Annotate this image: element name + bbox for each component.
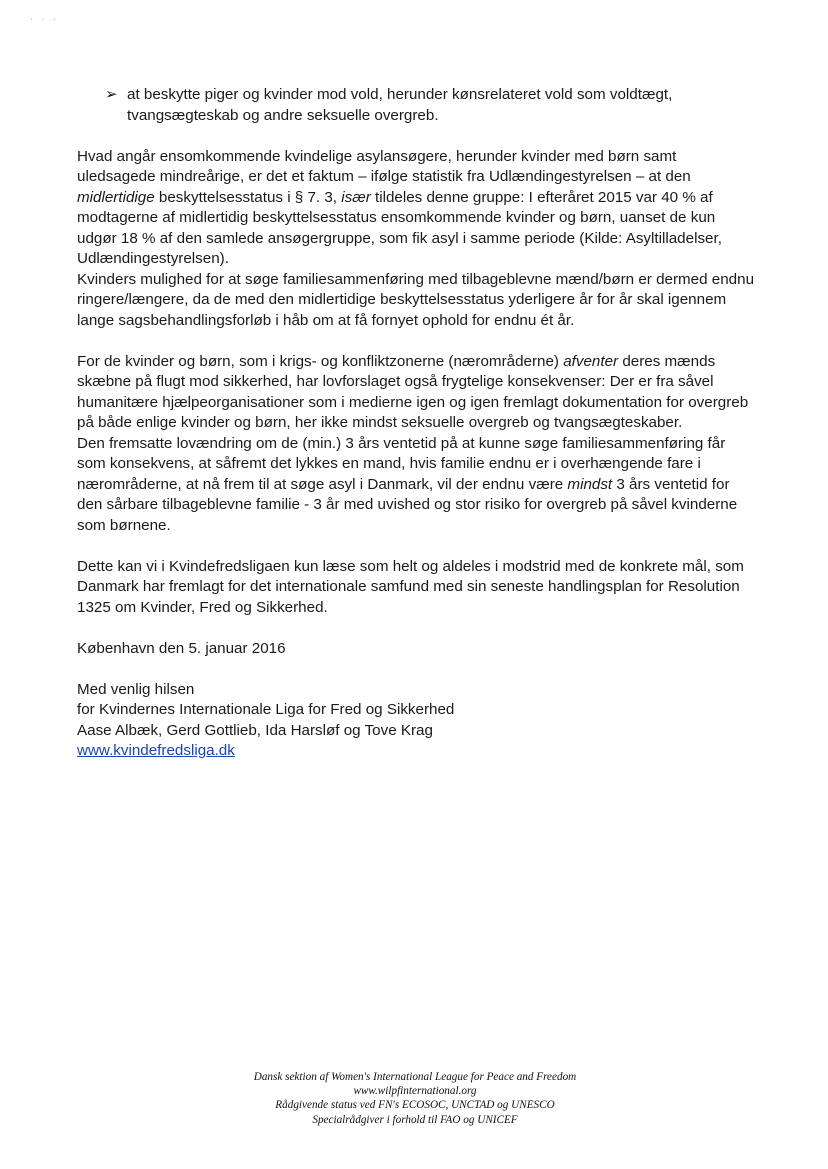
arrow-bullet-icon: ➢ (105, 86, 118, 103)
letter-body (77, 85, 757, 762)
emphasis-isaer: især (341, 188, 371, 206)
emphasis-afventer: afventer (563, 352, 619, 370)
scan-specks: · · · (30, 14, 59, 24)
signature-names: Aase Albæk, Gerd Gottlieb, Ida Harsløf og Tove Krag (77, 721, 433, 739)
website-link[interactable]: www.kvindefredsliga.dk (77, 742, 235, 759)
signature-greeting: Med venlig hilsen (77, 680, 195, 698)
footer-line-website: www.wilpfinternational.org (353, 1085, 477, 1098)
footer-line-advisor: Specialrådgiver i forhold til FAO og UNICEF (312, 1113, 518, 1126)
footer-line-section: Dansk sektion af Women's International League for Peace and Freedom (253, 1071, 577, 1083)
letterhead-footer (180, 1070, 650, 1127)
paragraph-conclusion: Dette kan vi i Kvindefredsligaen kun læse som helt og aldeles i modstrid med de konkrete mål, som Danmark har fremlagt for det internationale samfund med sin seneste handlingsplan for Resolution 1325 om Kvinder, Fred og Sikkerhed. (77, 557, 744, 616)
date-line: København den 5. januar 2016 (77, 639, 286, 657)
paragraph-waiting-period: Den fremsatte lovændring om de (min.) 3 års ventetid på at kunne søge familiesammenføring får som konsekvens, at såfremt det lykkes en mand, hvis familie endnu er i overhængende fare i nærområderne, at nå frem til at søge asyl i Danmark, vil der endnu være mindst 3 års ventetid for den sårbare tilbageblevne familie - 3 år med uvished og stor risiko for overgreb på såvel kvinderne som børnene. (77, 434, 738, 534)
emphasis-mindst: mindst (567, 475, 613, 493)
paragraph-asylum-statistics: Hvad angår ensomkommende kvindelige asylansøgere, herunder kvinder med børn samt uledsagede mindreårige, er det et faktum – ifølge statistik fra Udlændingestyrelsen – at den midlertidige beskyttelsesstatus i § 7. 3, især tildeles denne gruppe: I efteråret 2015 var 40 % af modtagerne af midlertidig beskyttelsesstatus ensomkommende kvinder og børn, uanset de kun udgør 18 % af den samlede ansøgergruppe, som fik asyl i samme periode (Kilde: Asyltilladelser, Udlændingestyrelsen). (77, 147, 722, 267)
emphasis-midlertidige: midlertidige (77, 188, 155, 206)
footer-line-status: Rådgivende status ved FN's ECOSOC, UNCTAD og UNESCO (275, 1099, 555, 1112)
paragraph-family-reunification: Kvinders mulighed for at søge familiesammenføring med tilbageblevne mænd/børn er dermed endnu ringere/længere, da de med den midlertidige beskyttelsesstatus yderligere år for år skal igennem lange sagsbehandlingsforløb i håb om at få fornyet ophold for endnu ét år. (77, 270, 755, 329)
signature-organization: for Kvindernes Internationale Liga for Fred og Sikkerhed (77, 701, 455, 718)
bullet-text: at beskytte piger og kvinder mod vold, herunder kønsrelateret vold som voldtægt, tvangsægteskab og andre seksuelle overgreb. (127, 86, 673, 124)
bullet-item (105, 85, 757, 126)
paragraph-conflict-zones: For de kvinder og børn, som i krigs- og konfliktzonerne (nærområderne) afventer deres mænds skæbne på flugt mod sikkerhed, har lovforslaget også frygtelige konsekvenser: Der er fra såvel humanitære hjælpeorganisationer som i medierne igen og igen fremlagt dokumentation for overgreb på både enlige kvinder og børn, her ikke mindst seksuelle overgreb og tvangsægteskaber. (77, 352, 749, 431)
